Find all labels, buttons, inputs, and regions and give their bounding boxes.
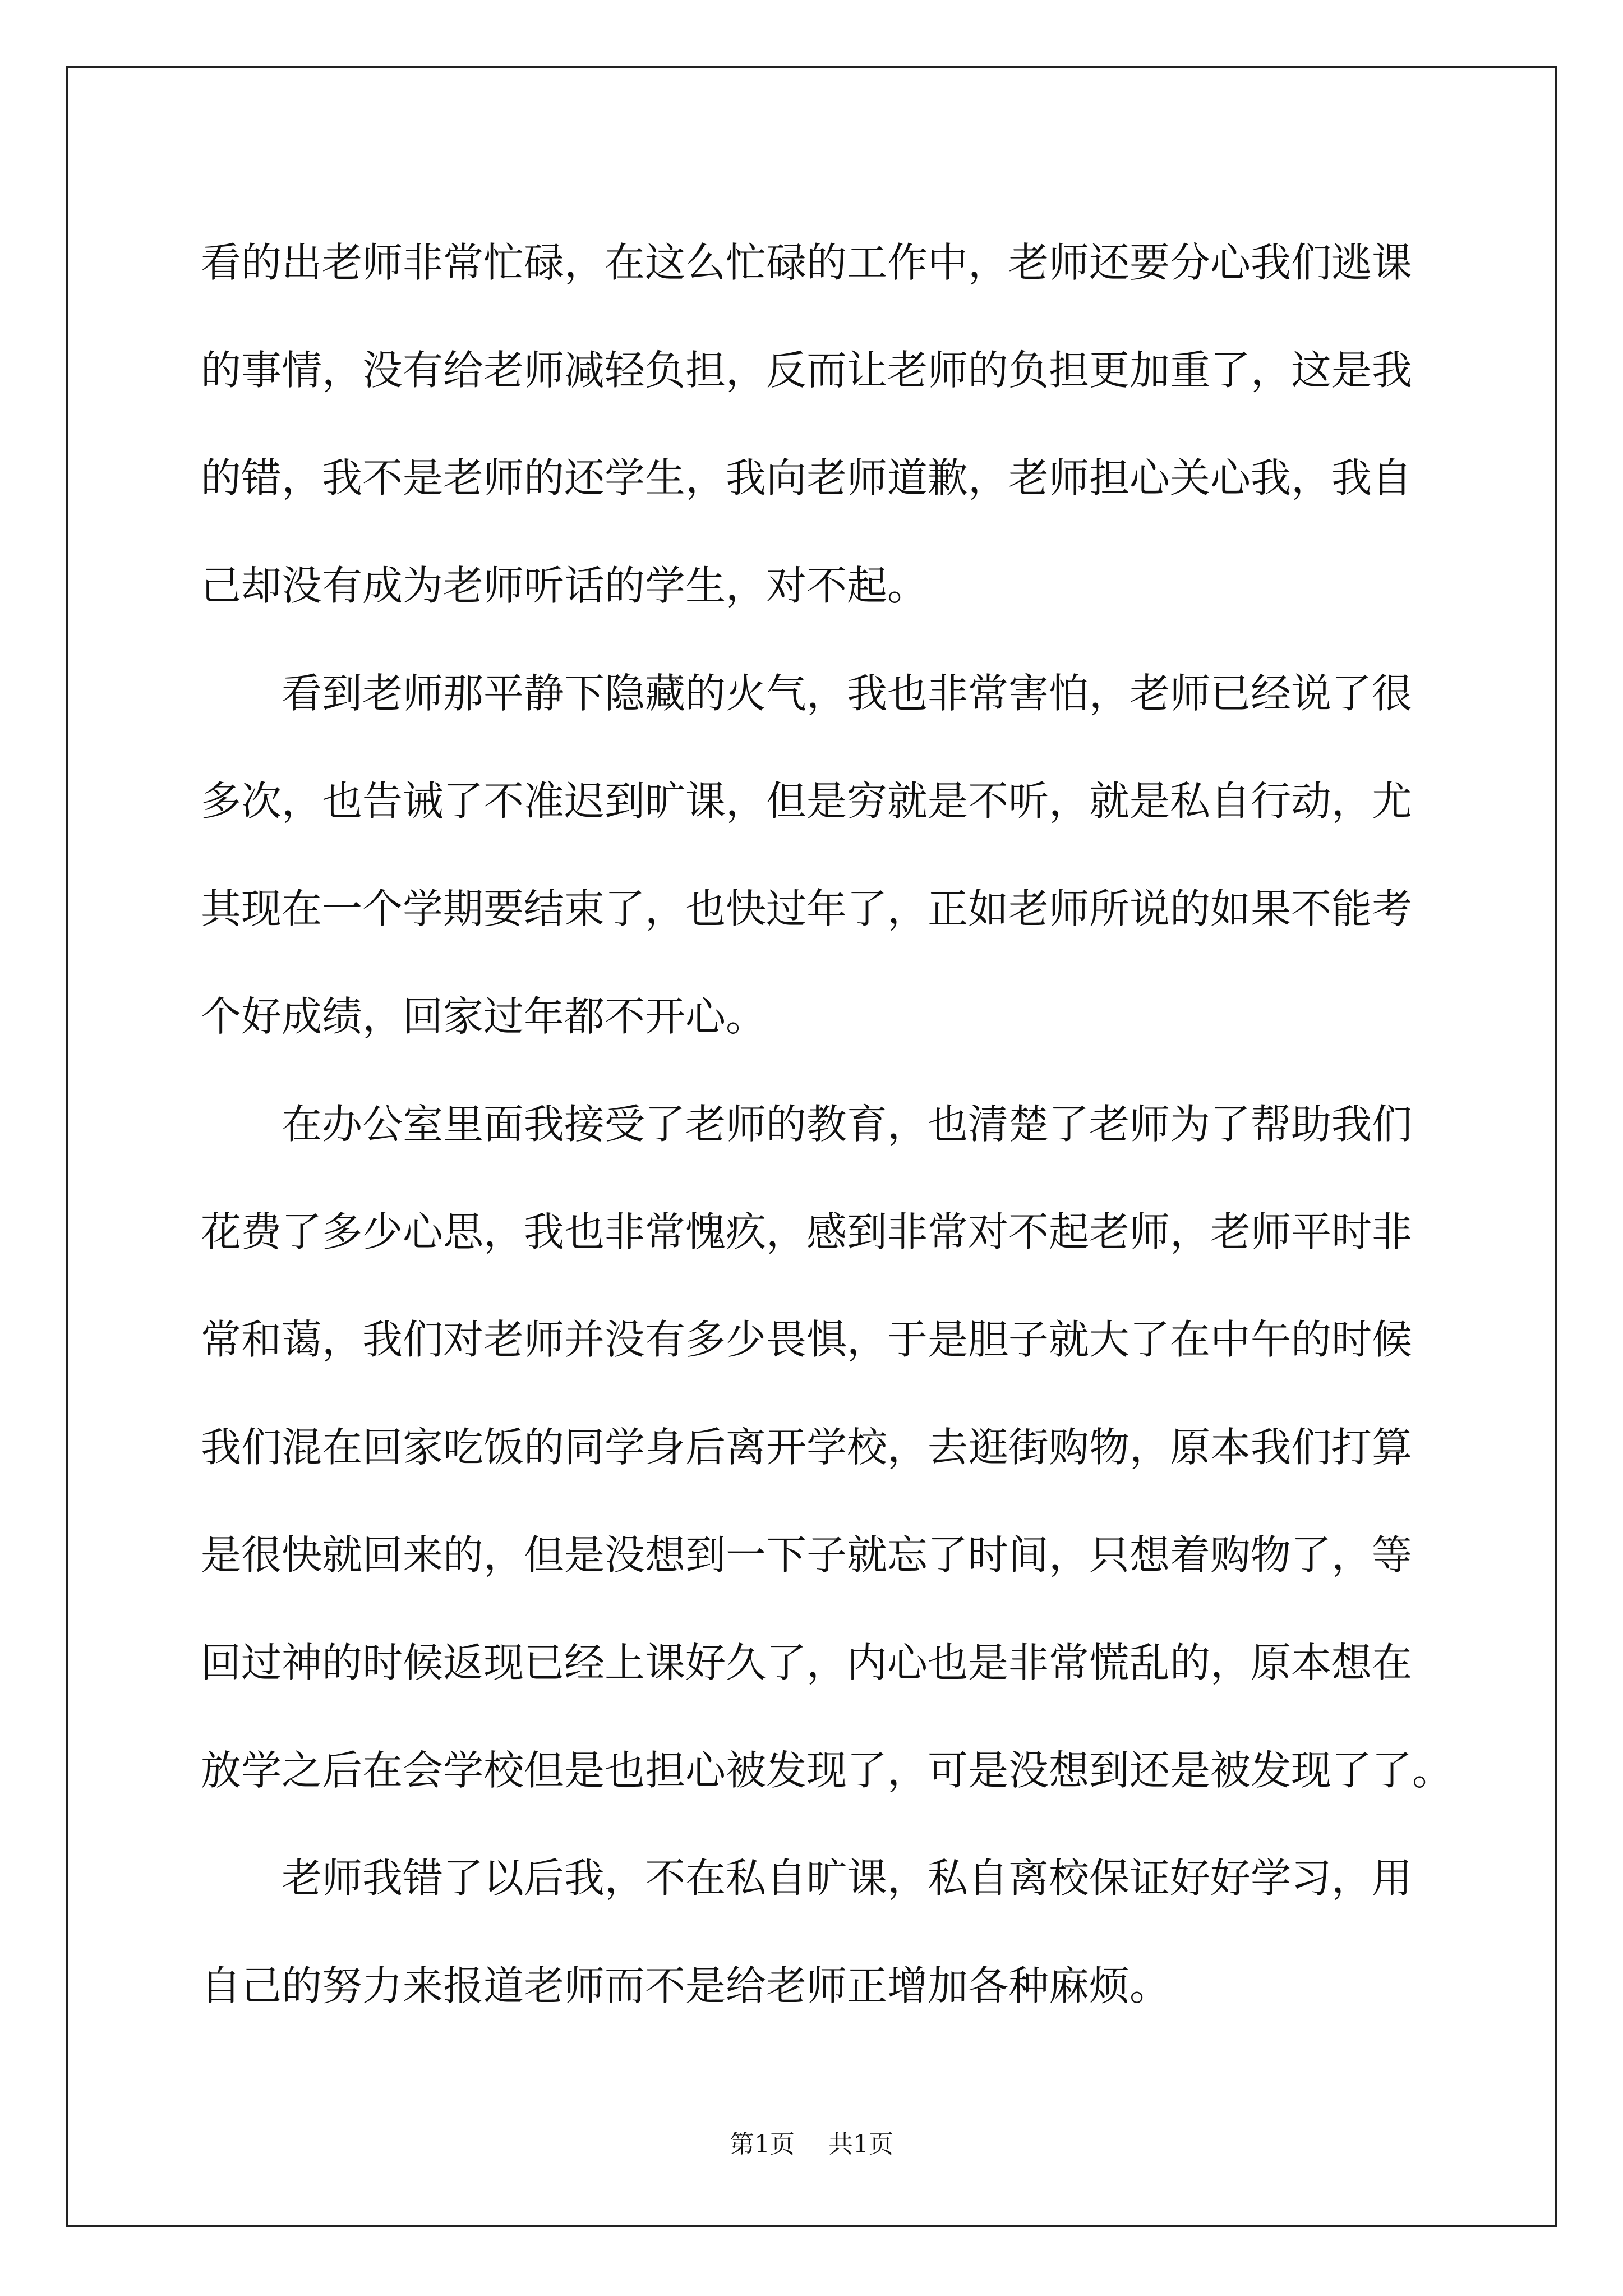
page-number-current: 第1页 <box>730 2130 795 2159</box>
text-line: 在办公室里面我接受了老师的教育，也清楚了老师为了帮助我们 <box>282 1101 1413 1148</box>
text-line: 的错，我不是老师的还学生，我向老师道歉，老师担心关心我，我自 <box>201 454 1413 501</box>
text-line: 放学之后在会学校但是也担心被发现了，可是没想到还是被发现了了。 <box>201 1747 1453 1794</box>
text-line: 我们混在回家吃饭的同学身后离开学校，去逛街购物，原本我们打算 <box>201 1424 1413 1471</box>
text-line: 的事情，没有给老师减轻负担，反而让老师的负担更加重了，这是我 <box>201 347 1413 394</box>
text-line: 看的出老师非常忙碌，在这么忙碌的工作中，老师还要分心我们逃课 <box>201 239 1413 286</box>
text-line: 回过神的时候返现已经上课好久了，内心也是非常慌乱的，原本想在 <box>201 1639 1413 1686</box>
text-line: 看到老师那平静下隐藏的火气，我也非常害怕，老师已经说了很 <box>282 670 1413 717</box>
text-line: 多次，也告诫了不准迟到旷课，但是穷就是不听，就是私自行动，尤 <box>201 777 1413 825</box>
document-body <box>201 209 1453 2040</box>
text-line: 己却没有成为老师听话的学生，对不起。 <box>201 562 928 609</box>
page-number-total: 共1页 <box>828 2130 893 2159</box>
text-line: 个好成绩，回家过年都不开心。 <box>201 993 767 1040</box>
text-line: 常和蔼，我们对老师并没有多少畏惧，于是胆子就大了在中午的时候 <box>201 1316 1413 1363</box>
text-line: 其现在一个学期要结束了，也快过年了，正如老师所说的如果不能考 <box>201 885 1413 932</box>
page-footer <box>0 2128 1623 2161</box>
text-line: 自己的努力来报道老师而不是给老师正增加各种麻烦。 <box>201 1962 1170 2009</box>
text-line: 花费了多少心思，我也非常愧疚，感到非常对不起老师，老师平时非 <box>201 1208 1413 1255</box>
text-line: 老师我错了以后我，不在私自旷课，私自离校保证好好学习，用 <box>282 1855 1413 1902</box>
text-line: 是很快就回来的，但是没想到一下子就忘了时间，只想着购物了，等 <box>201 1531 1413 1579</box>
